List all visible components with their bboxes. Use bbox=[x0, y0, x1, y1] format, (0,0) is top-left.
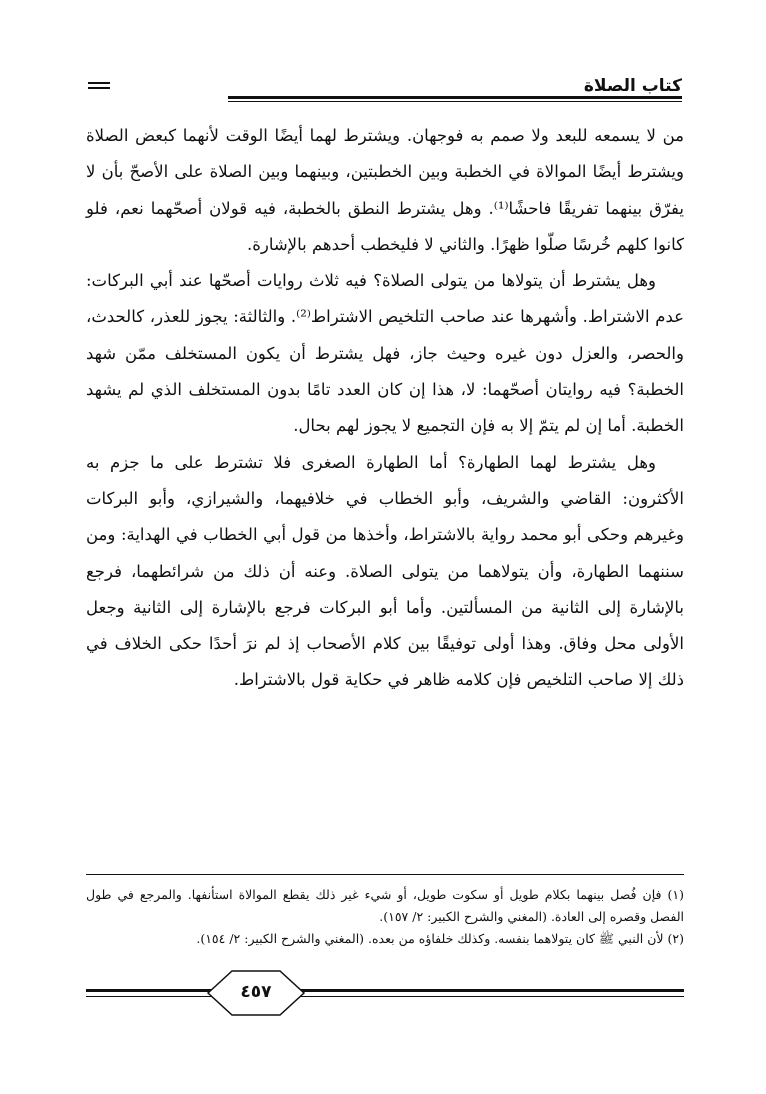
header-rule bbox=[228, 96, 682, 102]
header-ornament bbox=[88, 82, 110, 89]
footnotes bbox=[86, 884, 684, 950]
footnote: (١) فإن فُصل بينهما بكلام طويل أو سكوت طويل، أو شيء غير ذلك يقطع الموالاة استأنفها. والمرجع في طول الفصل وقصره إلى العادة. (المغني والشرح الكبير: ٢/ ١٥٧). bbox=[86, 887, 684, 924]
running-title: كتاب الصلاة bbox=[583, 76, 682, 96]
page-header bbox=[88, 74, 682, 104]
paragraph: وهل يشترط أن يتولاها من يتولى الصلاة؟ فيه ثلاث روايات أصحّها عند أبي البركات: عدم الاشتراط. وأشهرها عند صاحب التلخيص الاشتراط⁽²⁾. والثالثة: يجوز للعذر، كالحدث، والحصر، والعزل دون غيره وحيث جاز، فهل يشترط أن يكون المستخلف ممّن شهد الخطبة؟ فيه روايتان أصحّهما: لا، هذا إن كان العدد تامًا بدون المستخلف الذي لم يشهد الخطبة. أما إن لم يتمّ إلا به فإن التجميع لا يجوز لهم بحال. bbox=[86, 271, 684, 436]
page-number-frame bbox=[206, 967, 306, 1019]
paragraph: وهل يشترط لهما الطهارة؟ أما الطهارة الصغرى فلا تشترط على ما جزم به الأكثرون: القاضي والشريف، وأبو الخطاب في خلافيهما، والشيرازي، وأبو البركات وغيرهم وحكى أبو محمد رواية بالاشتراط، وأخذها من قول أبي الخطاب في الهداية: ومن سننهما الطهارة، وأن يتولاهما من يتولى الصلاة. وعنه أن ذلك من شرائطهما، فرجع بالإشارة إلى الثانية من المسألتين. وأما أبو البركات فرجع بالإشارة إلى الثانية وجعل الأولى محل وفاق. وهذا أولى توفيقًا بين كلام الأصحاب إذ لم نرَ أحدًا حكى الخلاف في ذلك إلا صاحب التلخيص فإن كلامه ظاهر في حكاية قول بالاشتراط. bbox=[86, 452, 684, 690]
footnote: (٢) لأن النبي ﷺ كان يتولاهما بنفسه. وكذلك خلفاؤه من بعده. (المغني والشرح الكبير: ٢/ ١٥٤). bbox=[196, 931, 684, 946]
page-number: ٤٥٧ bbox=[240, 982, 272, 1002]
paragraph: من لا يسمعه للبعد ولا صمم به فوجهان. ويشترط لهما أيضًا الوقت لأنهما كبعض الصلاة ويشترط أيضًا الموالاة في الخطبة وبين الخطبتين، وبينهما وبين الصلاة على الأصحّ بأن لا يفرّق بينهما تفريقًا فاحشًا⁽¹⁾. وهل يشترط النطق بالخطبة، فيه قولان أصحّهما نعم، فلو كانوا كلهم خُرسًا صلّوا ظهرًا. والثاني لا فليخطب أحدهم بالإشارة. bbox=[86, 126, 684, 254]
main-text bbox=[86, 118, 684, 699]
footnote-separator bbox=[86, 874, 684, 875]
page-number-ornament bbox=[86, 967, 684, 1023]
footer-rule bbox=[86, 989, 684, 997]
